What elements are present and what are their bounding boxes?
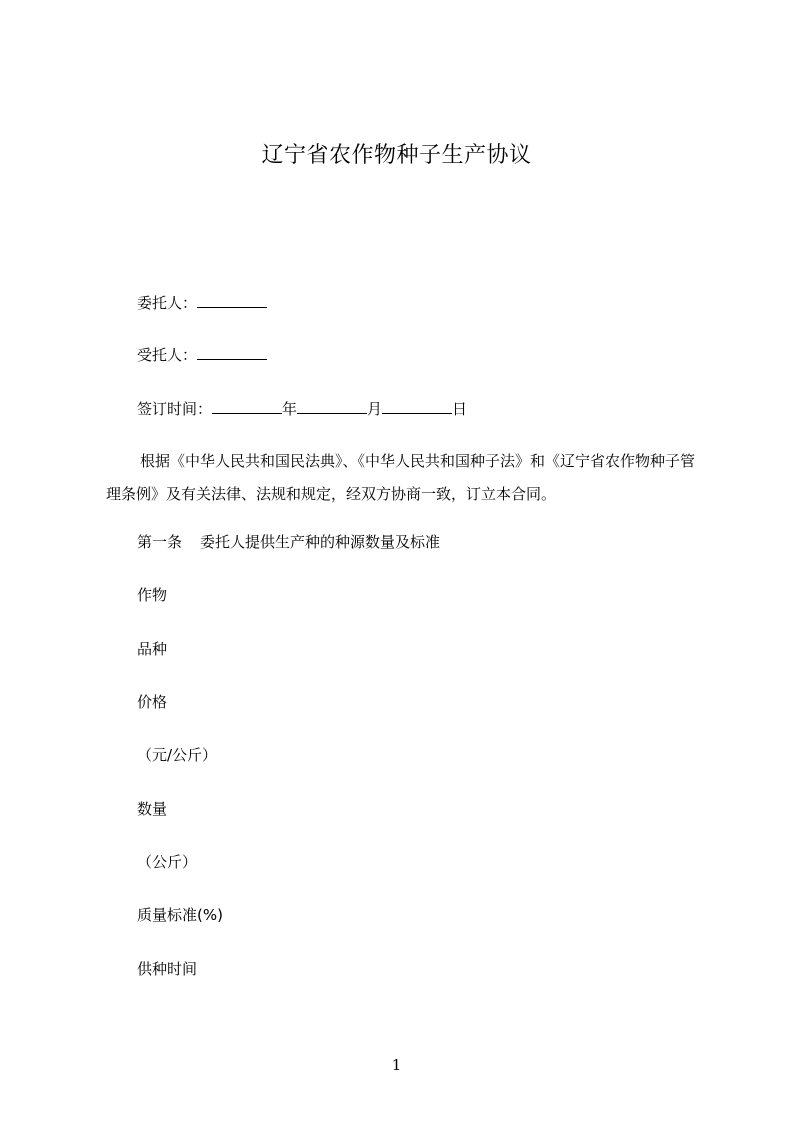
article-1-title: 委托人提供生产种的种源数量及标准 <box>200 533 441 551</box>
article-1-heading <box>137 531 440 553</box>
client-line <box>137 292 267 314</box>
field-quantity: 数量 <box>137 800 168 818</box>
year-label: 年 <box>282 400 298 418</box>
contractor-line <box>137 344 267 366</box>
contractor-label: 受托人： <box>137 346 198 364</box>
contractor-blank <box>197 345 267 360</box>
preamble-paragraph <box>106 445 706 511</box>
sign-date-line <box>137 398 467 420</box>
day-label: 日 <box>452 400 468 418</box>
sign-date-label: 签订时间： <box>137 400 213 418</box>
field-price: 价格 <box>137 693 168 711</box>
field-quantity-unit: （公斤） <box>137 853 198 871</box>
preamble-text: 根据《中华人民共和国民法典》、《中华人民共和国种子法》和《辽宁省农作物种子管理条例》及有关法律、法规和规定，经双方协商一致，订立本合同。 <box>106 452 696 503</box>
year-blank <box>212 399 282 414</box>
field-price-unit: （元/公斤） <box>137 746 218 764</box>
field-quality-standard: 质量标准(%) <box>137 906 223 924</box>
day-blank <box>382 399 452 414</box>
article-1-number: 第一条 <box>137 533 183 551</box>
document-title: 辽宁省农作物种子生产协议 <box>261 143 532 168</box>
page-number: 1 <box>391 1056 402 1074</box>
field-crop: 作物 <box>137 586 168 604</box>
client-blank <box>197 293 267 308</box>
month-blank <box>297 399 367 414</box>
month-label: 月 <box>367 400 383 418</box>
client-label: 委托人： <box>137 294 198 312</box>
field-supply-time: 供种时间 <box>137 960 198 978</box>
field-variety: 品种 <box>137 640 168 658</box>
